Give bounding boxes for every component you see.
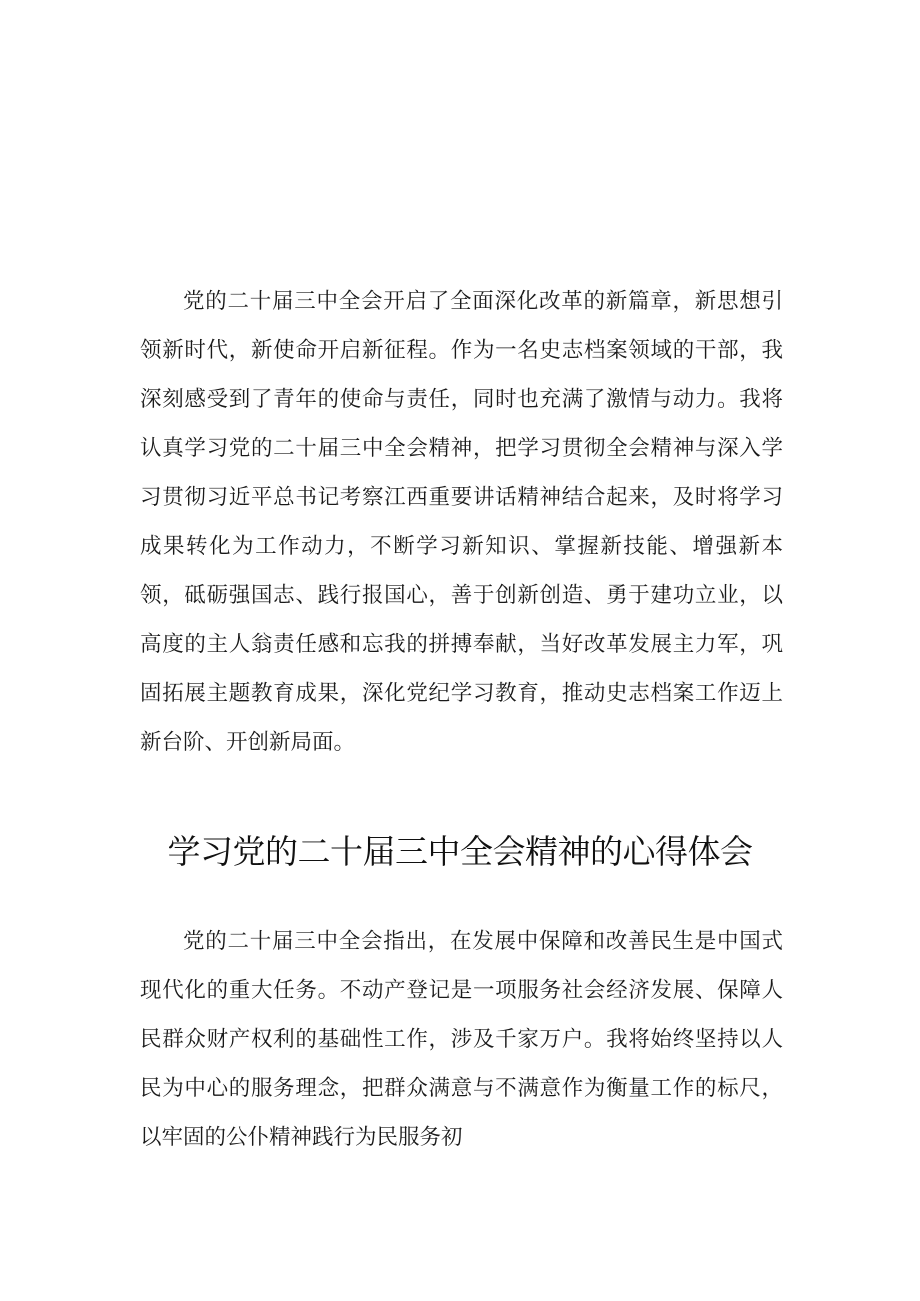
body-paragraph-2: 党的二十届三中全会指出，在发展中保障和改善民生是中国式现代化的重大任务。不动产登记是一项服务社会经济发展、保障人民群众财产权利的基础性工作，涉及千家万户。我将始终坚持以人民为中心的服务理念，把群众满意与不满意作为衡量工作的标尺，以牢固的公仆精神践行为民服务初: [140, 929, 783, 1150]
body-paragraph-1: 党的二十届三中全会开启了全面深化改革的新篇章，新思想引领新时代，新使命开启新征程。作为一名史志档案领域的干部，我深刻感受到了青年的使命与责任，同时也充满了激情与动力。我将认真学习党的二十届三中全会精神，把学习贯彻全会精神与深入学习贯彻习近平总书记考察江西重要讲话精神结合起来，及时将学习成果转化为工作动力，不断学习新知识、掌握新技能、增强新本领，砥砺强国志、践行报国心，善于创新创造、勇于建功立业，以高度的主人翁责任感和忘我的拼搏奉献，当好改革发展主力军，巩固拓展主题教育成果，深化党纪学习教育，推动史志档案工作迈上新台阶、开创新局面。: [140, 289, 783, 755]
section-heading: 学习党的二十届三中全会精神的心得体会: [167, 832, 753, 871]
